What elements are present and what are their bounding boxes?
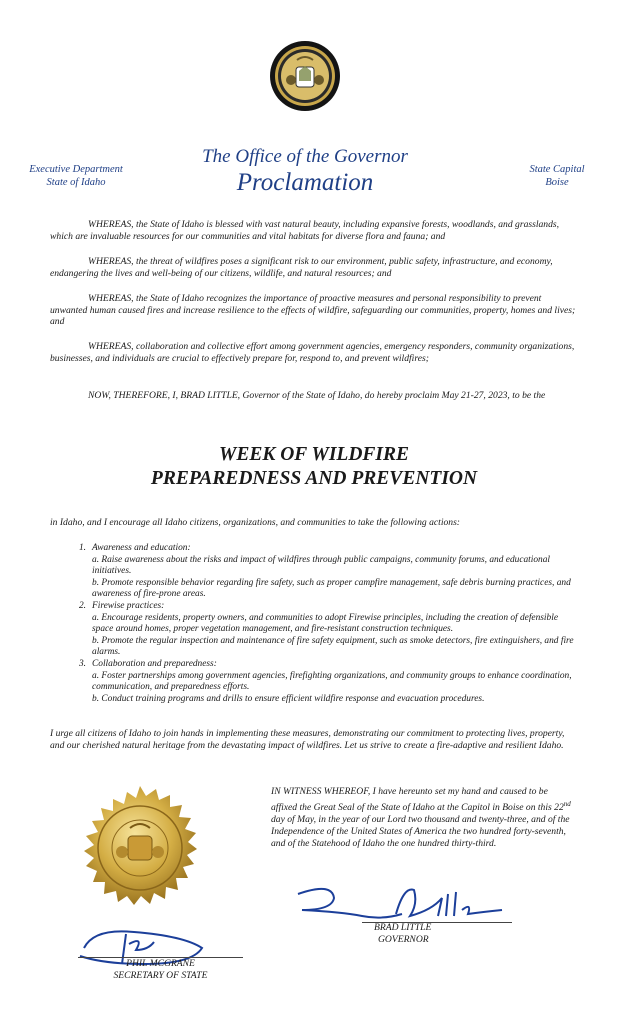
dept-left-line1: Executive Department	[29, 164, 123, 175]
secretary-title: SECRETARY OF STATE	[113, 970, 208, 981]
action-title: Awareness and education:	[92, 543, 191, 553]
action-subitem: a. Foster partnerships among government agencies, firefighting organizations, and community groups to enhance coordination, communication, and preparedness efforts.	[92, 670, 572, 693]
witness-text-after: day of May, in the year of our Lord two thousand and twenty-three, and of the Independence of the United States of America the two hundred forty-seventh, and of the Statehood of Idaho the one hundred thirty-third.	[271, 814, 570, 850]
dept-left-line2: State of Idaho	[46, 177, 106, 188]
action-number: 2.	[78, 600, 86, 611]
action-subitem: a. Raise awareness about the risks and impact of wildfires through public campaigns, community forums, and educational initiatives.	[92, 554, 551, 577]
witness-text-before: IN WITNESS WHEREOF, I have hereunto set my hand and caused to be affixed the Great Seal of the State of Idaho at the Capitol in Boise on this 22	[271, 786, 564, 814]
whereas-paragraph-1: WHEREAS, the State of Idaho is blessed with vast natural beauty, including expansive forests, woodlands, and grasslands, which are invaluable resources for our communities and vital habitats for diverse flora and fauna; and	[50, 219, 560, 242]
action-title: Collaboration and preparedness:	[92, 658, 217, 669]
whereas-paragraph-4: WHEREAS, collaboration and collective effort among government agencies, emergency responders, community organizations, businesses, and individuals are crucial to effectively prepare for, respond to, and prevent wildfires;	[50, 341, 575, 364]
now-therefore-paragraph: NOW, THEREFORE, I, BRAD LITTLE, Governor of the State of Idaho, do hereby proclaim May 21-27, 2023, to be the	[88, 390, 546, 401]
state-seal-icon	[269, 40, 341, 112]
whereas-paragraph-2: WHEREAS, the threat of wildfires poses a significant risk to our environment, public safety, infrastructure, and economy, endangering the lives and well-being of our citizens, wildlife, and natural resources; and	[50, 256, 553, 279]
dept-right-line2: Boise	[545, 177, 569, 188]
action-subitem: b. Conduct training programs and drills to ensure efficient wildfire response and evacuation procedures.	[92, 693, 485, 704]
action-number: 1.	[78, 543, 86, 553]
governor-signature-icon	[292, 880, 512, 926]
executive-department-label	[16, 163, 136, 189]
gold-seal-icon	[66, 786, 214, 934]
headline-line-2: PREPAREDNESS AND PREVENTION	[150, 468, 478, 489]
action-subitem: a. Encourage residents, property owners, and communities to adopt Firewise principles, including the creation of defensible space around homes, proper vegetation management, and fire-resistant construction techniques.	[92, 612, 558, 635]
action-item	[50, 543, 578, 601]
actions-intro: in Idaho, and I encourage all Idaho citizens, organizations, and communities to take the following actions:	[50, 517, 461, 528]
witness-ordinal-suffix: nd	[563, 800, 571, 808]
closing-paragraph: I urge all citizens of Idaho to join hands in implementing these measures, demonstrating our commitment to protecting lives, property, and our cherished natural heritage from the devastating impact of wildfires. Let us strive to create a fire-adaptive and resilient Idaho.	[50, 728, 565, 751]
governor-title: GOVERNOR	[378, 934, 429, 945]
whereas-paragraph-3: WHEREAS, the State of Idaho recognizes the importance of proactive measures and personal responsibility to prevent unwanted human caused fires and increase resilience to the effects of wildfire, safeguarding our communities, property, homes and lives; and	[50, 293, 576, 328]
office-title: The Office of the Governor	[202, 146, 408, 167]
witness-paragraph	[271, 786, 571, 850]
action-subitem: b. Promote the regular inspection and maintenance of fire safety equipment, such as smoke detectors, fire extinguishers, and fire alarms.	[92, 635, 574, 658]
proclamation-headline	[50, 443, 578, 491]
proclamation-title: Proclamation	[236, 169, 374, 196]
headline-line-1: WEEK OF WILDFIRE	[218, 444, 410, 465]
state-capital-label	[516, 163, 598, 189]
action-item	[50, 601, 578, 659]
action-title: Firewise practices:	[92, 600, 165, 611]
action-item	[50, 659, 578, 705]
secretary-name: PHIL MCGRANE	[126, 958, 195, 969]
action-number: 3.	[78, 658, 86, 669]
dept-right-line1: State Capital	[529, 164, 585, 175]
governor-name: BRAD LITTLE	[374, 922, 432, 933]
actions-list	[50, 543, 578, 705]
action-subitem: b. Promote responsible behavior regarding fire safety, such as proper campfire management, safe debris burning practices, and awareness of fire-prone areas.	[92, 577, 571, 600]
